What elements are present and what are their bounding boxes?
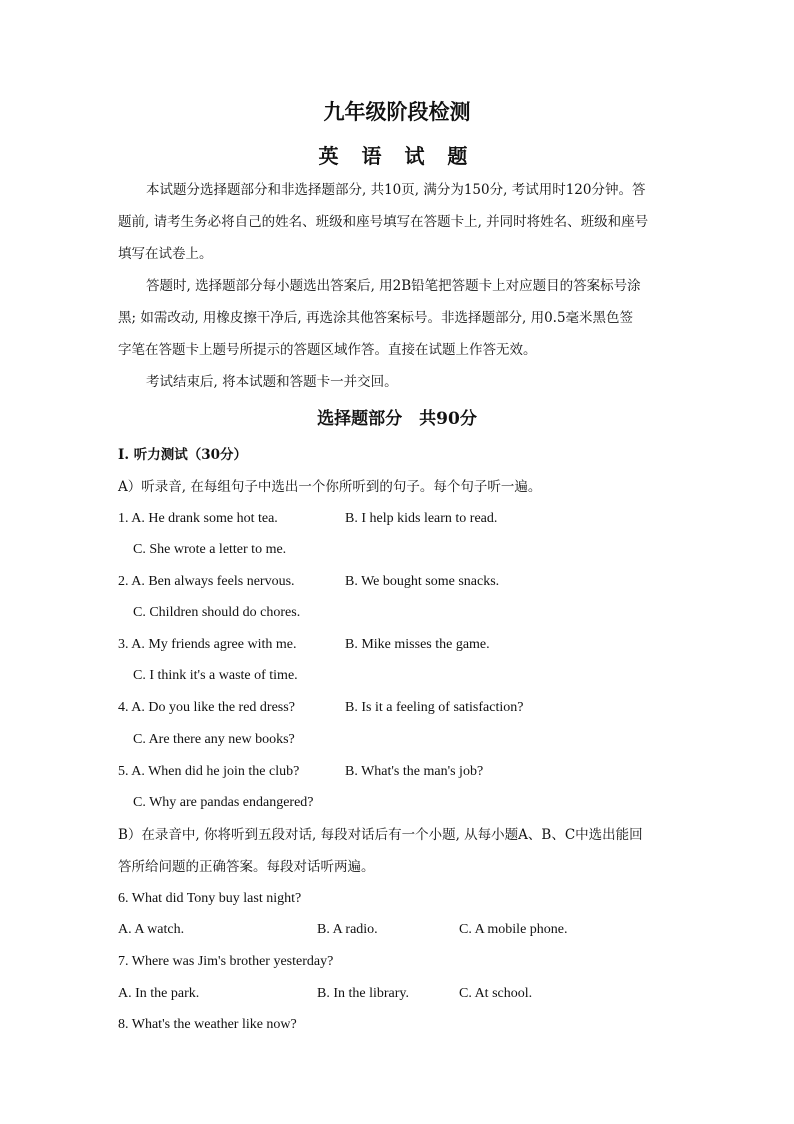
question-option: C. She wrote a letter to me. [133,542,287,557]
question-option: C. At school. [459,986,533,1001]
part-b-instruction: B）在录音中, 你将听到五段对话, 每段对话后有一个小题, 从每小题A、B、C中选出能回 [118,827,643,843]
section-title: 选择题部分 共90分 [317,409,477,429]
instruction-line: 考试结束后, 将本试题和答题卡一并交回。 [146,374,398,390]
question-option: B. In the library. [317,986,410,1001]
exam-subtitle: 英 语 试 题 [318,144,476,168]
part-a-instruction: A）听录音, 在每组句子中选出一个你所听到的句子。每个句子听一遍。 [118,479,542,495]
question-option: C. Why are pandas endangered? [133,795,314,810]
part-heading: I. 听力测试（30分） [118,447,248,463]
question-option: 4. A. Do you like the red dress? [118,700,295,715]
question-option: B. A radio. [317,922,378,937]
instruction-line: 黑; 如需改动, 用橡皮擦干净后, 再选涂其他答案标号。非选择题部分, 用0.5毫米黑色签 [118,310,634,326]
question-option: C. A mobile phone. [459,922,568,937]
question-option: C. I think it's a waste of time. [133,668,298,683]
instruction-line: 填写在试卷上。 [118,246,213,262]
question-option: 1. A. He drank some hot tea. [118,511,278,526]
question-option: A. A watch. [118,922,185,937]
question-option: 2. A. Ben always feels nervous. [118,574,295,589]
question-option: B. Mike misses the game. [345,637,490,652]
question-option: 3. A. My friends agree with me. [118,637,297,652]
instruction-line: 题前, 请考生务必将自己的姓名、班级和座号填写在答题卡上, 并同时将姓名、班级和座号 [118,214,649,230]
question-stem: 7. Where was Jim's brother yesterday? [118,954,334,969]
question-option: B. I help kids learn to read. [345,511,498,526]
question-option: C. Are there any new books? [133,732,295,747]
question-stem: 6. What did Tony buy last night? [118,891,302,906]
question-option: B. We bought some snacks. [345,574,500,589]
question-option: 5. A. When did he join the club? [118,764,300,779]
part-b-instruction: 答所给问题的正确答案。每段对话听两遍。 [118,859,375,875]
question-stem: 8. What's the weather like now? [118,1017,297,1032]
instruction-line: 答题时, 选择题部分每小题选出答案后, 用2B铅笔把答题卡上对应题目的答案标号涂 [146,278,641,294]
question-option: B. What's the man's job? [345,764,484,779]
question-option: A. In the park. [118,986,200,1001]
exam-title: 九年级阶段检测 [323,99,471,124]
instruction-line: 字笔在答题卡上题号所提示的答题区域作答。直接在试题上作答无效。 [118,342,537,358]
question-option: C. Children should do chores. [133,605,301,620]
question-option: B. Is it a feeling of satisfaction? [345,700,524,715]
instruction-line: 本试题分选择题部分和非选择题部分, 共10页, 满分为150分, 考试用时120分钟。答 [146,182,646,198]
